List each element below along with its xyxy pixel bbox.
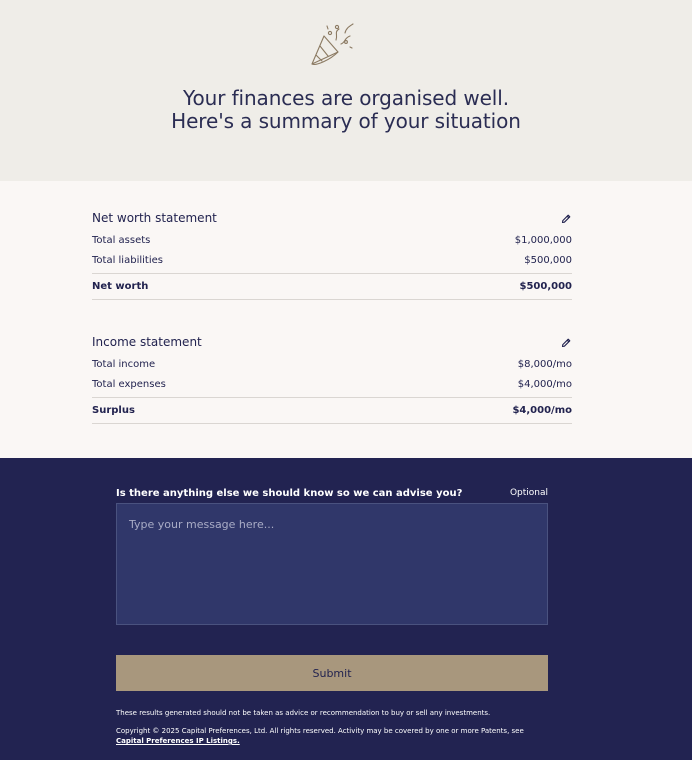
copyright-text — [116, 726, 556, 746]
row-value: $1,000,000 — [514, 235, 572, 246]
pencil-icon[interactable] — [560, 213, 572, 225]
row-value: $500,000 — [524, 255, 572, 266]
total-label: Net worth — [92, 281, 149, 292]
table-row — [92, 355, 572, 375]
table-row — [92, 375, 572, 395]
copyright-line: Copyright © 2025 Capital Preferences, Ltd. All rights reserved. Activity may be covered by one or more Patents, see — [116, 727, 524, 735]
optional-label: Optional — [509, 488, 548, 498]
summary-panel — [0, 181, 692, 458]
row-value: $4,000/mo — [517, 379, 572, 390]
section-header — [92, 335, 572, 355]
row-label: Total assets — [92, 235, 151, 246]
income-statement — [92, 335, 572, 424]
total-value: $500,000 — [519, 281, 572, 292]
party-popper-icon — [306, 20, 358, 68]
section-title: Income statement — [92, 335, 202, 349]
total-label: Surplus — [92, 405, 135, 416]
message-textarea[interactable] — [116, 503, 548, 625]
title-line-1: Your finances are organised well. — [183, 86, 509, 110]
page-title — [0, 87, 692, 133]
net-worth-statement — [92, 211, 572, 300]
section-title: Net worth statement — [92, 211, 217, 225]
row-label: Total income — [92, 359, 156, 370]
submit-button[interactable]: Submit — [116, 655, 548, 691]
row-label: Total expenses — [92, 379, 166, 390]
title-line-2: Here's a summary of your situation — [171, 109, 521, 133]
table-row — [92, 251, 572, 271]
pencil-icon[interactable] — [560, 337, 572, 349]
row-label: Total liabilities — [92, 255, 163, 266]
table-row — [92, 231, 572, 251]
total-row — [92, 397, 572, 424]
row-value: $8,000/mo — [517, 359, 572, 370]
total-value: $4,000/mo — [512, 405, 572, 416]
section-header — [92, 211, 572, 231]
ip-listings-link[interactable]: Capital Preferences IP Listings. — [116, 737, 240, 745]
feedback-question: Is there anything else we should know so we can advise you? — [116, 488, 463, 499]
disclaimer-text: These results generated should not be taken as advice or recommendation to buy or sell any investments. — [116, 709, 491, 717]
total-row — [92, 273, 572, 300]
hero-banner — [0, 0, 692, 181]
feedback-footer — [0, 458, 692, 760]
